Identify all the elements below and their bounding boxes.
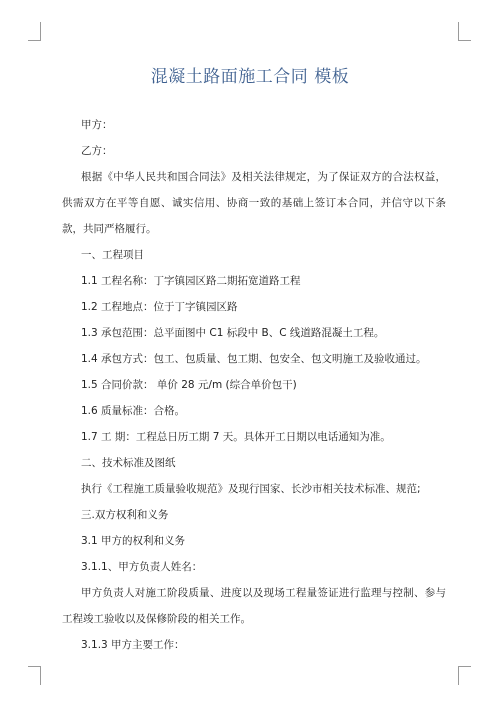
clause-line: 3.1.3 甲方主要工作： xyxy=(81,639,185,651)
corner-mark-top-left xyxy=(28,22,41,41)
clause-line: 执行《工程施工质量验收规范》及现行国家、长沙市相关技术标准、规范; xyxy=(81,483,421,495)
clause-line: 3.1.1、甲方负责人姓名： xyxy=(81,561,203,573)
clause-line: 1.1 工程名称：丁字镇园区路二期拓宽道路工程 xyxy=(81,275,301,287)
section-heading: 一、工程项目 xyxy=(81,249,144,261)
clause-line: 1.2 工程地点：位于丁字镇园区路 xyxy=(81,301,238,313)
corner-mark-bottom-left xyxy=(28,666,41,685)
party-a-line: 甲方： xyxy=(81,119,113,131)
clause-line: 1.5 合同价款： 单价 28 元/m (综合单价包干) xyxy=(81,379,297,391)
document-body xyxy=(62,112,446,658)
corner-mark-bottom-right xyxy=(458,666,471,685)
section-heading: 二、技术标准及图纸 xyxy=(81,457,176,469)
corner-mark-top-right xyxy=(458,22,471,41)
document-title: 混凝土路面施工合同 模板 xyxy=(150,67,350,87)
clause-line: 1.4 承包方式：包工、包质量、包工期、包安全、包文明施工及验收通过。 xyxy=(81,353,427,365)
preamble-paragraph: 根据《中华人民共和国合同法》及相关法律规定，为了保证双方的合法权益，供需双方在平等自愿、诚实信用、协商一致的基础上签订本合同，并信守以下条款，共同严格履行。 xyxy=(62,171,446,235)
clause-line: 1.3 承包范围：总平面图中 C1 标段中 B、C 线道路混凝土工程。 xyxy=(81,327,385,339)
clause-line: 1.6 质量标准：合格。 xyxy=(81,405,186,417)
section-heading: 三.双方权利和义务 xyxy=(81,509,169,521)
clause-line: 3.1 甲方的权利和义务 xyxy=(81,535,186,547)
clause-paragraph: 甲方负责人对施工阶段质量、进度以及现场工程量签证进行监理与控制、参与工程竣工验收以及保修阶段的相关工作。 xyxy=(62,587,446,625)
party-b-line: 乙方： xyxy=(81,145,113,157)
clause-line: 1.7 工 期：工程总日历工期 7 天。具体开工日期以电话通知为准。 xyxy=(81,431,391,443)
